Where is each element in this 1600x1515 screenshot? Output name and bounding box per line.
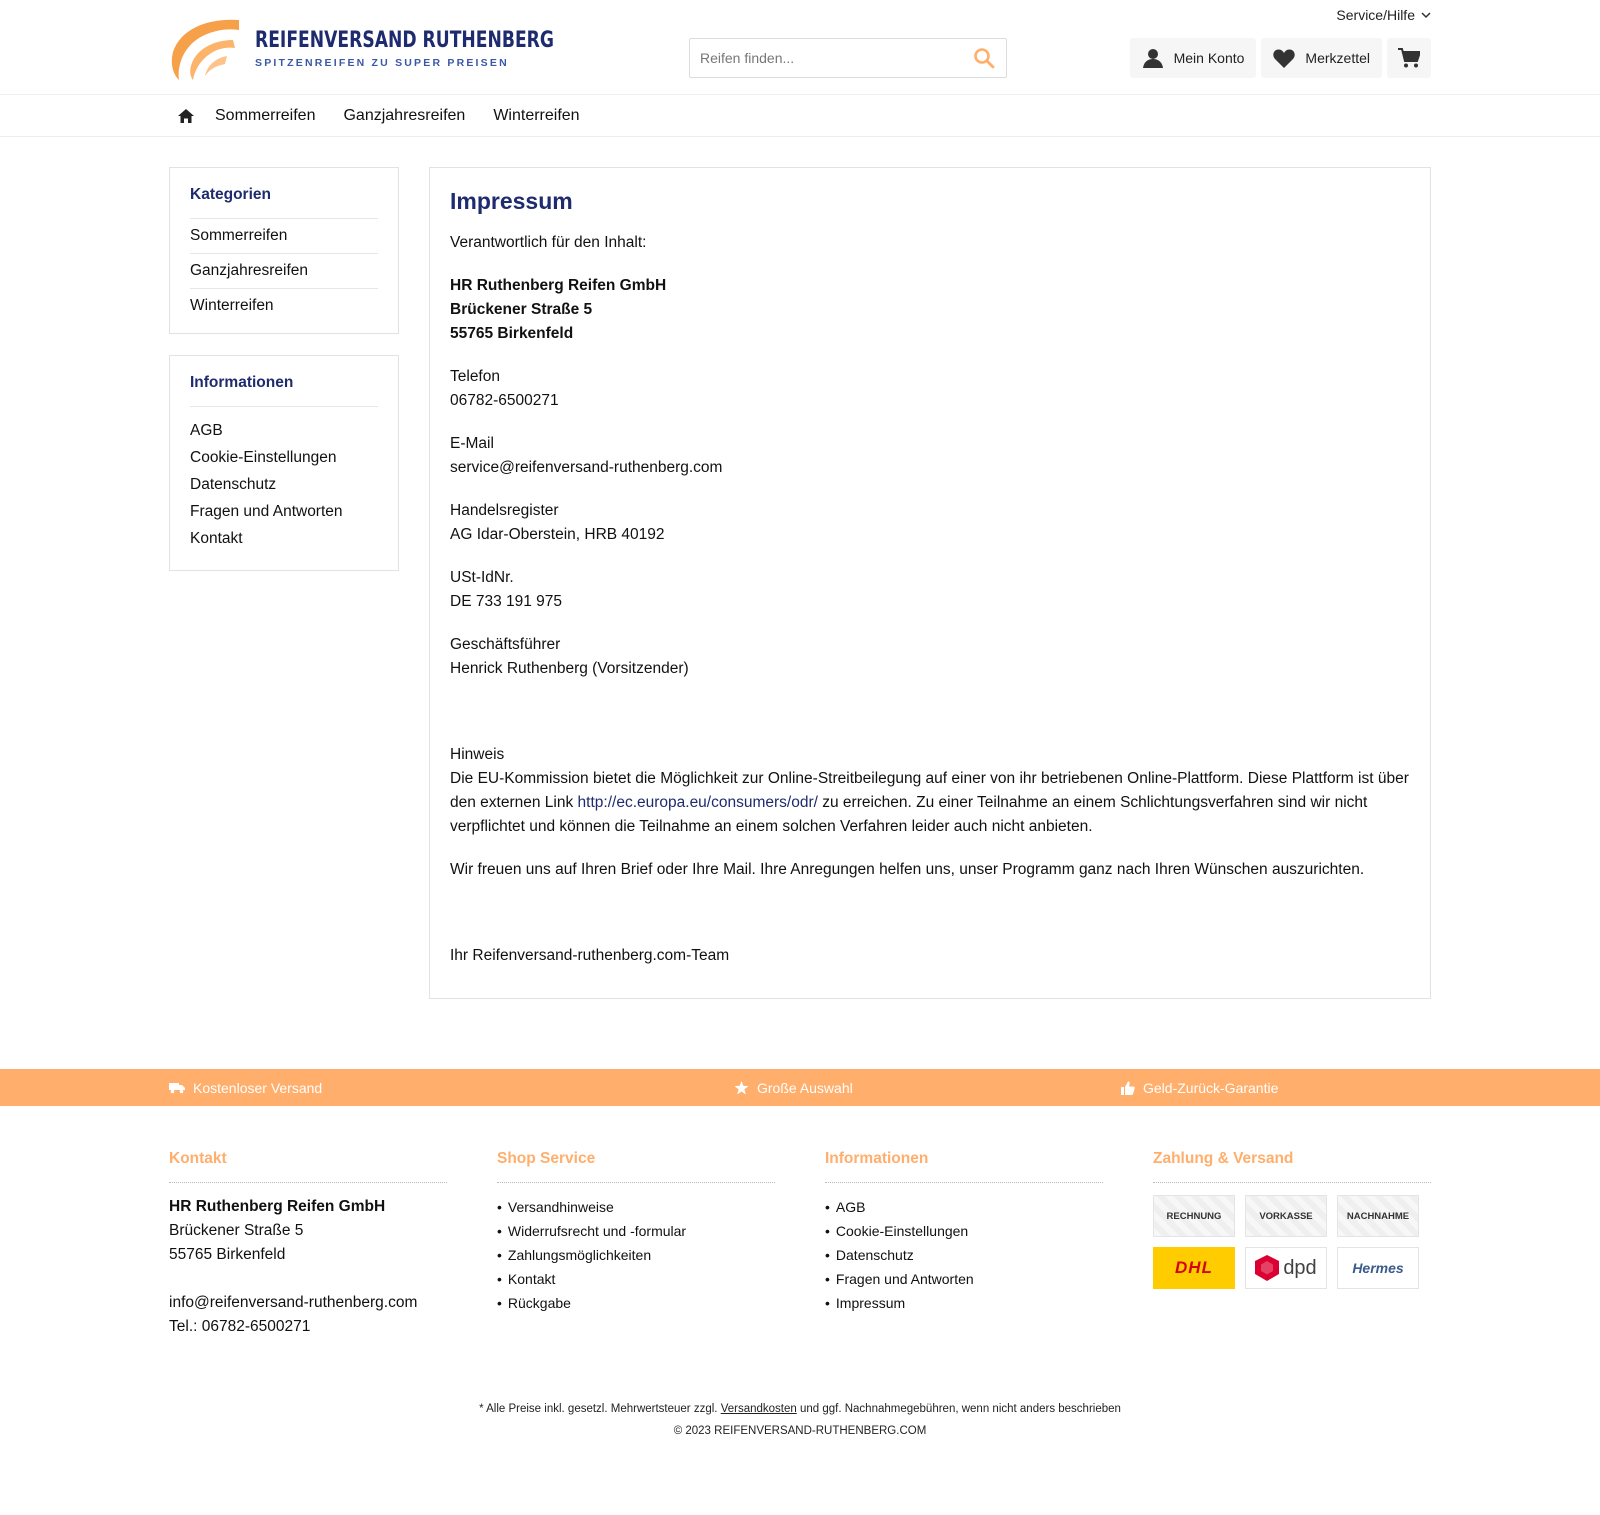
- usp-bar: [0, 1069, 1600, 1106]
- phone-value: 06782-6500271: [450, 392, 559, 409]
- usp-selection-label: Große Auswahl: [757, 1079, 853, 1096]
- sidebar-item-agb[interactable]: AGB: [190, 422, 223, 439]
- legal-text-2: und ggf. Nachnahmegebühren, wenn nicht anders beschrieben: [796, 1403, 1121, 1415]
- imprint-content: [429, 167, 1431, 999]
- user-icon: [1142, 48, 1164, 68]
- footer-email[interactable]: info@reifenversand-ruthenberg.com: [169, 1294, 418, 1311]
- footer-link-kontakt[interactable]: • Kontakt: [497, 1267, 775, 1291]
- service-menu[interactable]: [1336, 7, 1431, 23]
- footer-street: Brückener Straße 5: [169, 1222, 304, 1239]
- dhl-logo-text: DHL: [1175, 1258, 1213, 1277]
- footer-info-title: Informationen: [825, 1150, 1103, 1183]
- categories-title: Kategorien: [190, 186, 378, 219]
- sidebar-item-ganzjahresreifen[interactable]: Ganzjahresreifen: [190, 254, 378, 289]
- footer-phone: Tel.: 06782-6500271: [169, 1318, 311, 1335]
- copyright: © 2023 REIFENVERSAND-RUTHENBERG.COM: [673, 1425, 927, 1437]
- nav-home[interactable]: [169, 109, 203, 123]
- team-signature: Ihr Reifenversand-ruthenberg.com-Team: [450, 947, 730, 964]
- notice-text-1: Die EU-Kommission bietet die Möglichkeit zur Online-Streitbeilegung auf einer von ihr betriebenen Online-Plattform. Diese Plattform ist über den externen Link: [450, 770, 1409, 811]
- hermes-logo: [1337, 1247, 1419, 1289]
- sidebar-item-faq[interactable]: Fragen und Antworten: [190, 503, 343, 520]
- dhl-logo: [1153, 1247, 1235, 1289]
- company-address: [450, 274, 1410, 346]
- email-label: E-Mail: [450, 435, 494, 452]
- payment-vorkasse-badge: VORKASSE: [1245, 1195, 1327, 1237]
- usp-guarantee-label: Geld-Zurück-Garantie: [1143, 1079, 1279, 1096]
- vat-value: DE 733 191 975: [450, 593, 563, 610]
- footer-informationen: [825, 1150, 1103, 1315]
- legal-text-1: * Alle Preise inkl. gesetzl. Mehrwertsteuer zzgl.: [479, 1403, 721, 1415]
- footer-company: HR Ruthenberg Reifen GmbH: [169, 1198, 386, 1215]
- info-title: Informationen: [190, 374, 378, 407]
- footer-link-impressum[interactable]: • Impressum: [825, 1291, 1103, 1315]
- truck-icon: [169, 1082, 185, 1094]
- nav-item-sommerreifen[interactable]: Sommerreifen: [215, 107, 316, 124]
- header-actions: [1130, 38, 1431, 78]
- main-nav: [0, 95, 1600, 137]
- sidebar-item-sommerreifen[interactable]: Sommerreifen: [190, 219, 378, 254]
- phone-label: Telefon: [450, 368, 500, 385]
- email-block: [450, 432, 1410, 480]
- account-label: Mein Konto: [1173, 50, 1245, 66]
- wishlist-label: Merkzettel: [1305, 50, 1370, 66]
- hermes-logo-text: Hermes: [1352, 1260, 1404, 1276]
- company-city: 55765 Birkenfeld: [450, 325, 574, 342]
- responsible-text: Verantwortlich für den Inhalt:: [450, 234, 647, 251]
- odr-link[interactable]: http://ec.europa.eu/consumers/odr/: [577, 794, 818, 811]
- site-footer: [0, 1106, 1600, 1442]
- notice-label: Hinweis: [450, 746, 505, 763]
- site-header: [0, 0, 1600, 95]
- ceo-block: [450, 633, 1410, 681]
- account-button[interactable]: [1130, 38, 1257, 78]
- nav-item-winterreifen[interactable]: Winterreifen: [493, 107, 580, 124]
- footer-link-faq[interactable]: • Fragen und Antworten: [825, 1267, 1103, 1291]
- register-block: [450, 499, 1410, 547]
- notice-text-2: zu erreichen. Zu einer Teilnahme an einem Schlichtungsverfahren sind wir nicht verpflichtet und können die Teilnahme an einem solchen Verfahren leider auch nicht anbieten.: [450, 794, 1368, 835]
- notice-block: [450, 743, 1410, 839]
- footer-link-datenschutz[interactable]: • Datenschutz: [825, 1243, 1103, 1267]
- sidebar-item-kontakt[interactable]: Kontakt: [190, 530, 243, 547]
- footer-link-widerrufsrecht[interactable]: • Widerrufsrecht und -formular: [497, 1219, 775, 1243]
- email-value[interactable]: service@reifenversand-ruthenberg.com: [450, 459, 723, 476]
- ceo-label: Geschäftsführer: [450, 636, 561, 653]
- categories-box: [169, 167, 399, 334]
- vat-label: USt-IdNr.: [450, 569, 514, 586]
- register-value: AG Idar-Oberstein, HRB 40192: [450, 526, 665, 543]
- register-label: Handelsregister: [450, 502, 559, 519]
- payment-rechnung-badge: RECHNUNG: [1153, 1195, 1235, 1237]
- home-icon: [178, 109, 194, 123]
- usp-shipping: [169, 1069, 322, 1106]
- logo-name: REIFENVERSAND RUTHENBERG: [255, 28, 554, 53]
- service-label: Service/Hilfe: [1336, 7, 1415, 23]
- footer-contact-title: Kontakt: [169, 1150, 447, 1183]
- footer-link-zahlungsmoeglichkeiten[interactable]: • Zahlungsmöglichkeiten: [497, 1243, 775, 1267]
- sidebar-item-winterreifen[interactable]: Winterreifen: [190, 297, 274, 314]
- payment-nachnahme-badge: NACHNAHME: [1337, 1195, 1419, 1237]
- usp-selection: [734, 1069, 853, 1106]
- search-button[interactable]: [962, 39, 1006, 77]
- footer-payment-title: Zahlung & Versand: [1153, 1150, 1431, 1183]
- closing-text: Wir freuen uns auf Ihren Brief oder Ihre Mail. Ihre Anregungen helfen uns, unser Programm ganz nach Ihren Wünschen auszurichten.: [450, 861, 1365, 878]
- footer-contact: [169, 1150, 447, 1339]
- dpd-logo-text: dpd: [1283, 1256, 1317, 1279]
- cart-button[interactable]: [1387, 38, 1431, 78]
- phone-block: [450, 365, 1410, 413]
- search-bar: [689, 38, 1007, 78]
- footer-shop-service: [497, 1150, 775, 1315]
- company-name: HR Ruthenberg Reifen GmbH: [450, 277, 667, 294]
- search-icon: [973, 47, 995, 69]
- company-street: Brückener Straße 5: [450, 301, 593, 318]
- footer-city: 55765 Birkenfeld: [169, 1246, 286, 1263]
- logo-slogan: SPITZENREIFEN ZU SUPER PREISEN: [255, 57, 509, 69]
- footer-payment-shipping: [1153, 1150, 1431, 1289]
- sidebar-item-cookie-settings[interactable]: Cookie-Einstellungen: [190, 449, 337, 466]
- ceo-value: Henrick Ruthenberg (Vorsitzender): [450, 660, 689, 677]
- sidebar: [169, 167, 399, 571]
- star-icon: [734, 1081, 749, 1095]
- info-box: [169, 355, 399, 571]
- sidebar-item-datenschutz[interactable]: Datenschutz: [190, 476, 277, 493]
- search-input[interactable]: [690, 39, 962, 77]
- footer-link-versandhinweise[interactable]: • Versandhinweise: [497, 1195, 775, 1219]
- content-area: [169, 137, 1431, 1069]
- footer-link-agb[interactable]: • AGB: [825, 1195, 1103, 1219]
- wishlist-button[interactable]: [1261, 38, 1382, 78]
- footer-service-title: Shop Service: [497, 1150, 775, 1183]
- logo[interactable]: [169, 18, 638, 82]
- cart-icon: [1398, 48, 1420, 68]
- logo-mark-icon: [169, 18, 239, 82]
- legal-notice: [0, 1398, 1600, 1442]
- footer-link-cookie-settings[interactable]: • Cookie-Einstellungen: [825, 1219, 1103, 1243]
- page-title: Impressum: [450, 188, 573, 214]
- nav-item-ganzjahresreifen[interactable]: Ganzjahresreifen: [343, 107, 466, 124]
- usp-shipping-label: Kostenloser Versand: [193, 1079, 323, 1096]
- thumbs-up-icon: [1121, 1081, 1135, 1095]
- dpd-cube-icon: [1255, 1255, 1279, 1281]
- footer-link-rueckgabe[interactable]: • Rückgabe: [497, 1291, 775, 1315]
- chevron-down-icon: [1421, 10, 1431, 20]
- heart-icon: [1273, 49, 1295, 68]
- dpd-logo: [1245, 1247, 1327, 1289]
- usp-guarantee: [1121, 1069, 1278, 1106]
- vat-block: [450, 566, 1410, 614]
- shipping-costs-link[interactable]: Versandkosten: [720, 1403, 797, 1415]
